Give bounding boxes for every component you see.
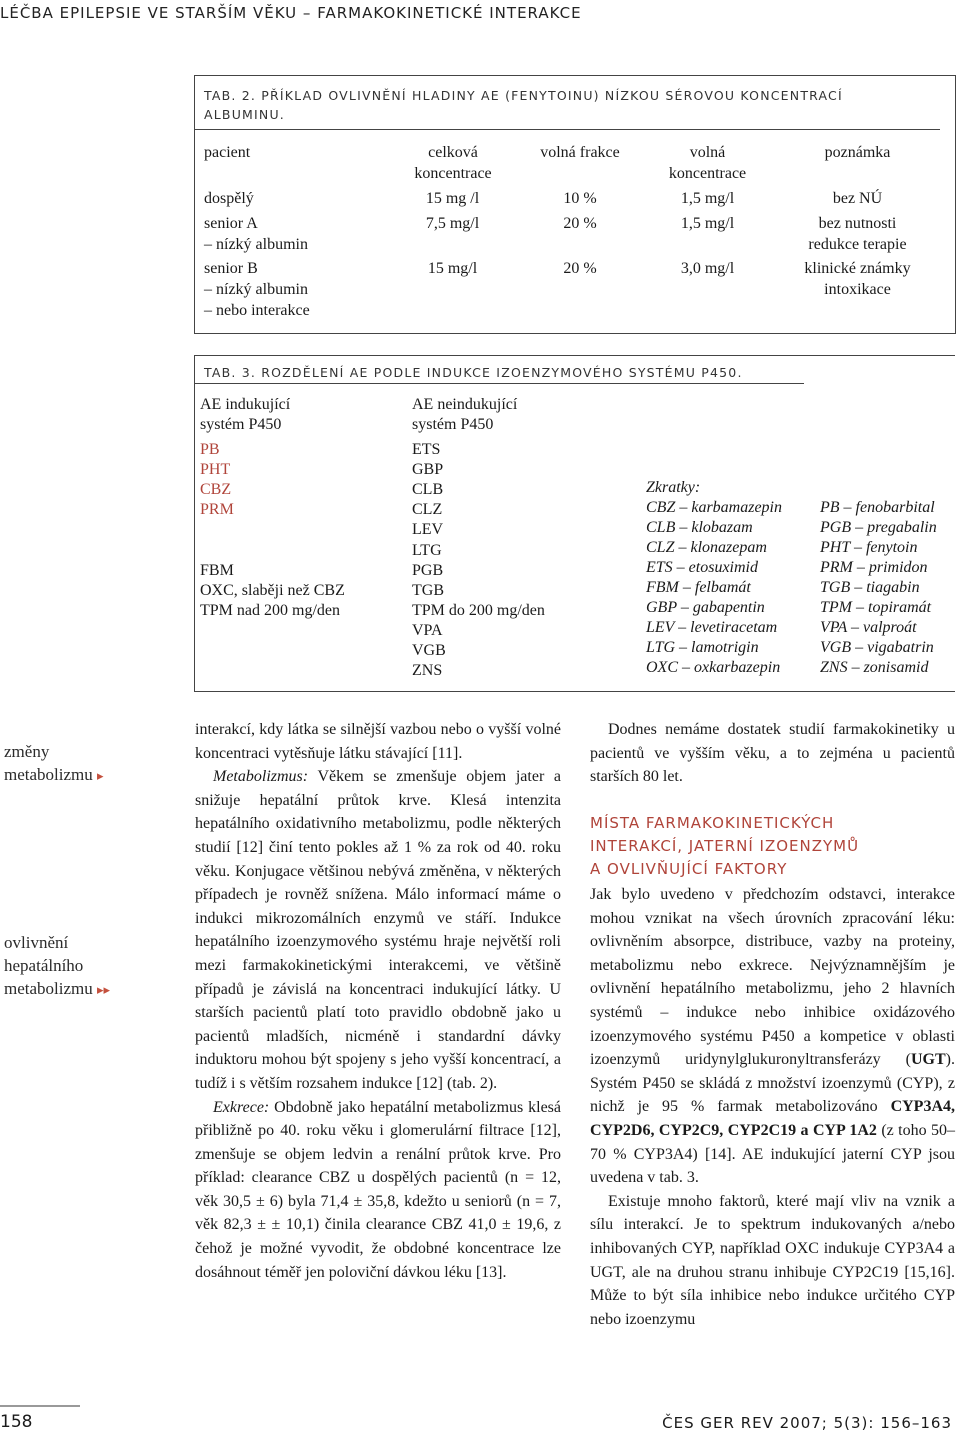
t2-row3-patient-a: senior B <box>204 260 258 277</box>
t3-col2-item: TPM do 200 mg/den <box>412 602 545 619</box>
t3-col1-item: TPM nad 200 mg/den <box>200 602 340 619</box>
section-heading-line: A OVLIVŇUJÍCÍ FAKTORY <box>590 860 788 878</box>
t3-abbr-title: Zkratky: <box>646 479 701 496</box>
journal-citation: ČES GER REV 2007; 5(3): 156–163 <box>662 1414 952 1432</box>
t2-header-note: poznámka <box>824 144 891 161</box>
t3-col2-item: GBP <box>412 461 444 478</box>
t3-abbr-right: PHT – fenytoin <box>820 539 918 556</box>
t3-abbr-right: VGB – vigabatrin <box>820 639 934 656</box>
paragraph: interakcí, kdy látka se silnější vazbou nebo o vyšší volné koncentraci vytěsňuje látku stávající [11]. <box>195 721 561 762</box>
paragraph-metabolism <box>195 765 561 1095</box>
t3-abbr-right: PRM – primidon <box>820 559 928 576</box>
excretion-label: Exkrece: <box>213 1098 270 1116</box>
table-2-rule <box>194 129 940 130</box>
t2-row3-total: 15 mg/l <box>427 260 478 277</box>
t3-abbr-left: CLZ – klonazepam <box>646 539 767 556</box>
t2-row3-patient-b: – nízký albumin <box>204 281 308 298</box>
t2-row2-patient-a: senior A <box>204 215 258 232</box>
text-run: Jak bylo uvedeno v předchozím odstavci, interakce mohou vznikat na všech úrovních zpracování léku: ovlivněním absorpce, distribuce, vazby na proteiny, metabolizmu nebo exkrece. Nejvýznamnějším je ovlivnění hepatálního metabolizmu, jeho 2 hlavních systémů – indukce nebo inhibice oxidázového izoenzymového systému P450 a kompetice v oblasti izoenzymů uridynylglukuronyltransferázy ( <box>590 886 955 1069</box>
body-column-2-continued <box>590 883 955 1331</box>
t2-row2-free: 1,5 mg/l <box>680 215 735 232</box>
t3-abbr-right: TGB – tiagabin <box>820 579 920 596</box>
t3-col2-header-b: systém P450 <box>412 416 494 433</box>
t2-header-total: celková koncentrace <box>414 144 492 182</box>
t2-row2-note-a: bez nutnosti <box>818 215 897 232</box>
t3-col2-item: ETS <box>412 441 441 458</box>
t3-abbr-left: LTG – lamotrigin <box>646 639 759 656</box>
t2-row2-total: 7,5 mg/l <box>425 215 480 232</box>
t2-row3-free: 3,0 mg/l <box>680 260 735 277</box>
t2-header-patient: pacient <box>204 144 251 161</box>
footer-rule <box>0 1405 80 1407</box>
paragraph: Dodnes nemáme dostatek studií farmakokinetiky u pacientů ve vyšším věku, a to zejména u pacientů starších 80 let. <box>590 721 955 786</box>
metabolism-label: Metabolizmus: <box>213 768 309 786</box>
t3-col2-item: VPA <box>412 622 443 639</box>
t3-abbr-right: PGB – pregabalin <box>820 519 937 536</box>
t3-abbr-left: GBP – gabapentin <box>646 599 765 616</box>
margin-note-line: hepatálního <box>4 956 84 975</box>
t2-row3-fraction: 20 % <box>563 260 597 277</box>
t3-col2-item: LTG <box>412 542 442 559</box>
t3-abbr-right: TPM – topiramát <box>820 599 932 616</box>
t3-abbr-left: CLB – klobazam <box>646 519 753 536</box>
running-head: LÉČBA EPILEPSIE VE STARŠÍM VĚKU – FARMAKOKINETICKÉ INTERAKCE <box>0 4 582 22</box>
paragraph: Existuje mnoho faktorů, které mají vliv na vznik a sílu interakcí. Je to spektrum indukovaných a/nebo inhibovaných CYP, například OXC indukuje CYP3A4 a UGT, ale na druhou stranu inhibuje CYP2C19 [15,16]. Může to být síla inhibice nebo indukce určitého CYP nebo izoenzymu <box>590 1192 955 1328</box>
double-arrow-right-icon: ▸▸ <box>97 983 111 998</box>
t3-col2-item: ZNS <box>412 662 443 679</box>
t2-row3-note-b: intoxikace <box>824 281 891 298</box>
metabolism-text: Věkem se zmenšuje objem jater a snižuje hepatální průtok krve. Klesá intenzita hepatálního oxidativního metabolizmu, podle některých studií [12] činí tento pokles až 1 % za rok od 40. roku věku. Konjugace většinou nebývá změněna, v některých případech je rovněž snížena. Málo informací máme o indukci mikrozomálních enzymů ve stáří. Indukce hepatálního izoenzymového systému hraje největší roli mezi farmakokinetickými interakcemi, ve většině případů je závislá na koncentraci indukující látky. U starších pacientů platí toto pravidlo obdobně jako u pacientů mladších, nicméně i standardní dávky induktoru mohou být spojeny s jeho vyšší koncentrací, a tudíž i s větším rozsahem indukce [12] (tab. 2). <box>195 768 561 1092</box>
t3-col2-item: PGB <box>412 562 444 579</box>
body-column-2 <box>590 718 955 789</box>
margin-note-line: metabolizmu <box>4 765 93 784</box>
body-column-1 <box>195 718 561 1284</box>
t3-col1-header-b: systém P450 <box>200 416 282 433</box>
t3-col2-item: VGB <box>412 642 446 659</box>
excretion-text: Obdobně jako hepatální metabolizmus klesá přibližně po 40. roku věku i glomerulární filtrace [12], zmenšuje se objem ledvin a renální průtok krve. Pro příklad: clearance CBZ u dospělých pacientů (n = 12, věk 30,5 ± 6) byla 71,4 ± 35,8, kdežto u seniorů (n = 7, věk 82,3 ± ± 10,1) činila clearance CBZ 41,0 ± 19,6, z čehož je možné vyvodit, že obdobné koncentrace lze dosáhnout téměř jen poloviční dávkou léku [13]. <box>195 1098 561 1281</box>
arrow-right-icon: ▸ <box>97 769 104 784</box>
t3-abbr-left: OXC – oxkarbazepin <box>646 659 781 676</box>
t2-row3-note-a: klinické známky <box>804 260 911 277</box>
table-3-caption: TAB. 3. ROZDĚLENÍ AE PODLE INDUKCE IZOENZYMOVÉHO SYSTÉMU P450. <box>204 365 743 380</box>
t2-row1-fraction: 10 % <box>563 190 597 207</box>
t3-col2-item: LEV <box>412 521 444 538</box>
table-2-caption: TAB. 2. PŘÍKLAD OVLIVNĚNÍ HLADINY AE (FENYTOINU) NÍZKOU SÉROVOU KONCENTRACÍ ALBUMINU. <box>204 88 843 122</box>
t3-col2-item: CLB <box>412 481 444 498</box>
section-heading-line: MÍSTA FARMAKOKINETICKÝCH <box>590 814 835 832</box>
t2-row1-note: bez NÚ <box>832 190 883 207</box>
t2-row2-patient-b: – nízký albumin <box>204 236 308 253</box>
margin-note-line: metabolizmu <box>4 979 93 998</box>
table-3-rule <box>194 383 804 384</box>
t2-row1-total: 15 mg /l <box>425 190 480 207</box>
t3-abbr-left: ETS – etosuximid <box>646 559 758 576</box>
t3-col2-header-a: AE neindukující <box>412 396 518 413</box>
t2-row2-fraction: 20 % <box>563 215 597 232</box>
t3-abbr-left: FBM – felbamát <box>646 579 751 596</box>
t3-col1-item: PB <box>200 441 220 458</box>
t3-col1-item: PHT <box>200 461 231 478</box>
t2-header-fraction: volná frakce <box>540 144 620 161</box>
t2-row3-patient-c: – nebo interakce <box>204 302 310 319</box>
t3-abbr-right: ZNS – zonisamid <box>820 659 929 676</box>
t3-col1-header-a: AE indukující <box>200 396 291 413</box>
paragraph-interactions <box>590 883 955 1190</box>
t3-col1-item: CBZ <box>200 481 232 498</box>
text-run: (z toho 50–70 % CYP3A4) [14]. AE indukující jaterní CYP jsou uvedena v tab. 3. <box>590 1121 955 1187</box>
margin-note-line: ovlivnění <box>4 933 69 952</box>
t3-col1-item: FBM <box>200 562 234 579</box>
t3-abbr-right: PB – fenobarbital <box>820 499 935 516</box>
t2-row1-free: 1,5 mg/l <box>680 190 735 207</box>
page-number: 158 <box>0 1412 33 1432</box>
t3-col2-item: CLZ <box>412 501 443 518</box>
text-run-bold: UGT <box>911 1051 946 1069</box>
t3-col2-item: TGB <box>412 582 444 599</box>
t2-row2-note-b: redukce terapie <box>808 236 907 253</box>
margin-note-hepatic <box>4 931 110 1002</box>
t3-abbr-left: LEV – levetiracetam <box>646 619 778 636</box>
section-heading-line: INTERAKCÍ, JATERNÍ IZOENZYMŮ <box>590 837 860 855</box>
t2-row1-patient: dospělý <box>204 190 254 207</box>
t3-col1-item: PRM <box>200 501 234 518</box>
margin-note-line: změny <box>4 742 50 761</box>
t3-abbr-left: CBZ – karbamazepin <box>646 499 782 516</box>
section-heading <box>590 812 930 881</box>
paragraph-excretion <box>195 1096 561 1285</box>
t2-header-free: volná koncentrace <box>668 144 747 182</box>
margin-note-metabolism <box>4 740 104 788</box>
t3-col1-item: OXC, slaběji než CBZ <box>200 582 345 599</box>
text-run-bold: CYP3A4, CYP2D6, CYP2C9, CYP2C19 a CYP 1A2 <box>590 1098 955 1139</box>
text-run: ). Systém P450 se skládá z množství izoenzymů (CYP), z nichž je 95 % farmak metabolizováno <box>590 1051 955 1116</box>
t3-abbr-right: VPA – valproát <box>820 619 917 636</box>
